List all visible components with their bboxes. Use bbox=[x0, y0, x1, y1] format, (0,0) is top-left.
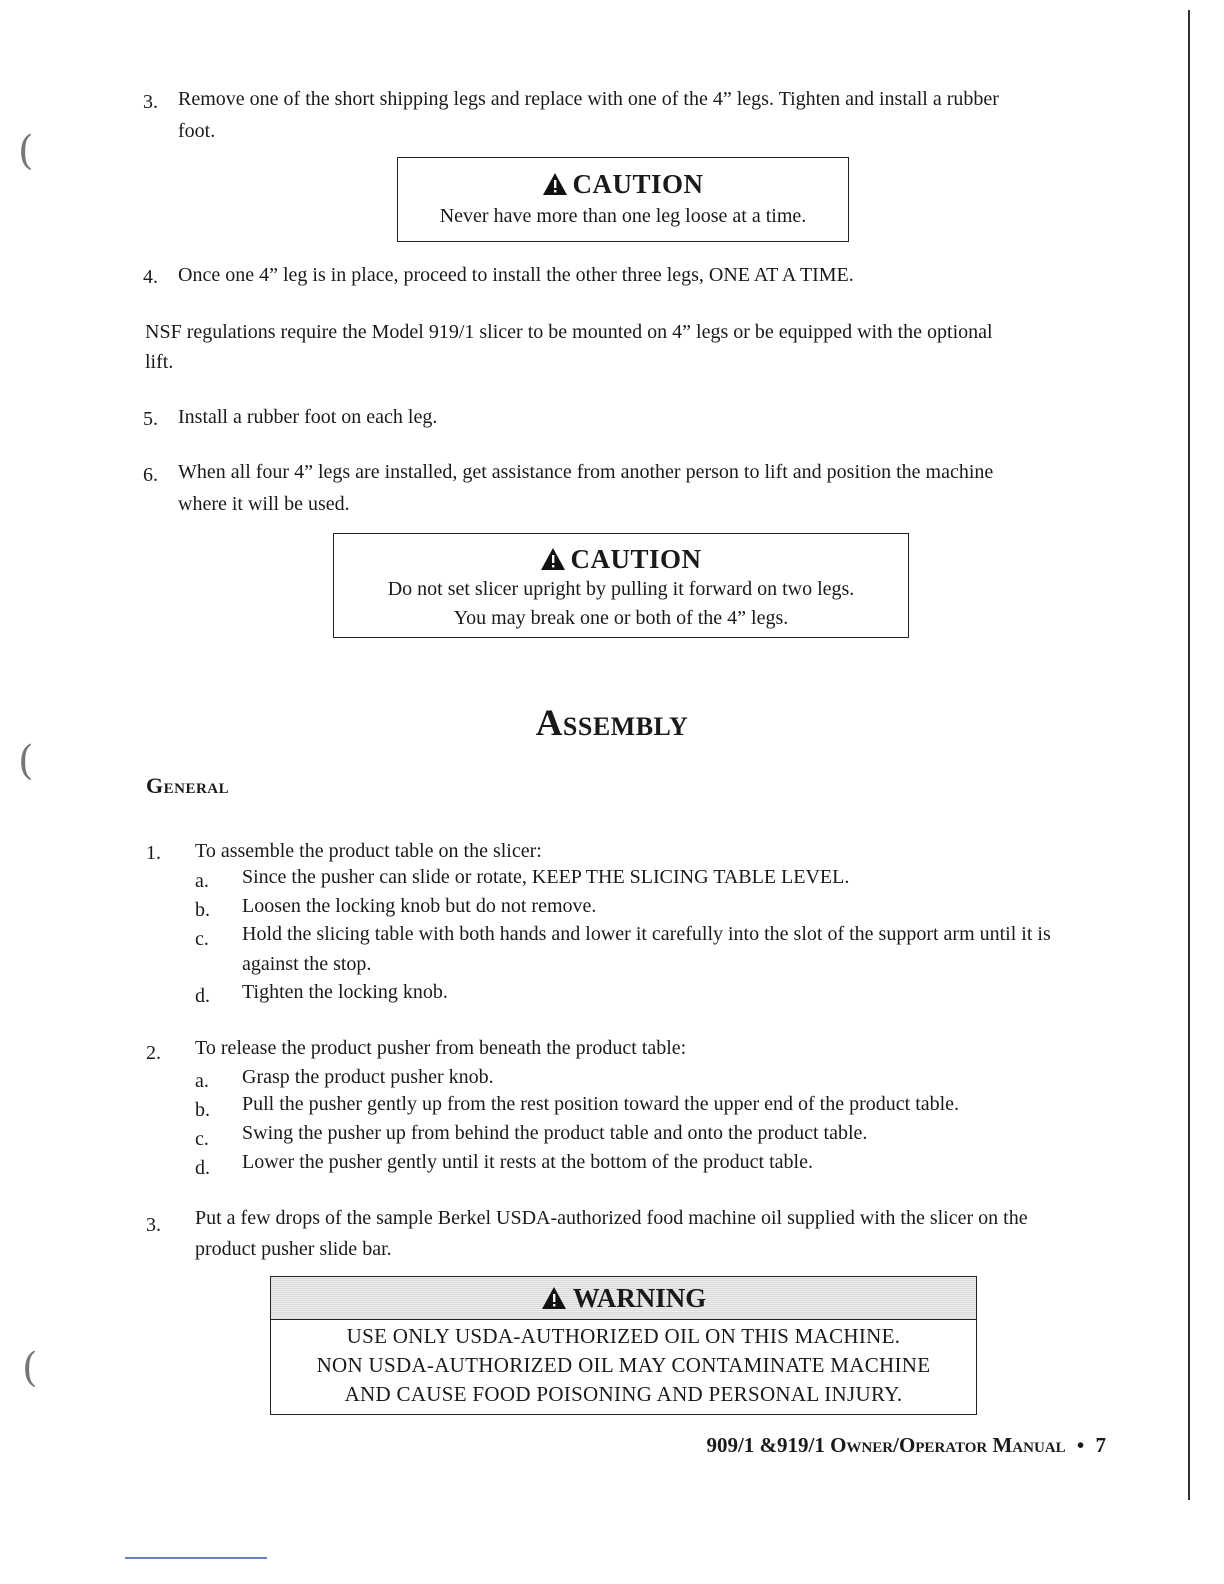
step-number: 4. bbox=[143, 266, 158, 288]
step-text: Install a rubber foot on each leg. bbox=[178, 406, 438, 428]
warning-triangle-icon bbox=[541, 1286, 567, 1310]
caution-text: Never have more than one leg loose at a time. bbox=[439, 205, 807, 227]
step-number: 3. bbox=[146, 1214, 161, 1236]
caution-box bbox=[397, 157, 849, 242]
subsection-title: General bbox=[146, 773, 230, 798]
substep-text: Swing the pusher up from behind the product table and onto the product table. bbox=[242, 1122, 868, 1144]
substep-letter: b. bbox=[195, 1099, 210, 1121]
substep-letter: d. bbox=[195, 1157, 210, 1179]
margin-mark: ( bbox=[18, 128, 34, 174]
caution-text: You may break one or both of the 4” legs. bbox=[453, 607, 789, 629]
warning-box bbox=[270, 1276, 977, 1415]
scan-artifact-line bbox=[125, 1557, 267, 1559]
step-number: 2. bbox=[146, 1042, 161, 1064]
step-number: 3. bbox=[143, 91, 158, 113]
substep-text: Pull the pusher gently up from the rest position toward the upper end of the product table. bbox=[242, 1093, 960, 1115]
substep-letter: c. bbox=[195, 928, 209, 950]
step-text: foot. bbox=[178, 120, 216, 142]
substep-text: Lower the pusher gently until it rests at the bottom of the product table. bbox=[242, 1151, 813, 1173]
warning-text: AND CAUSE FOOD POISONING AND PERSONAL INJURY. bbox=[344, 1382, 903, 1406]
nsf-note: NSF regulations require the Model 919/1 slicer to be mounted on 4” legs or be equipped with the optional bbox=[145, 321, 993, 343]
substep-text: against the stop. bbox=[242, 953, 372, 975]
substep-letter: d. bbox=[195, 985, 210, 1007]
caution-title-row bbox=[334, 543, 908, 575]
warning-text: USE ONLY USDA-AUTHORIZED OIL ON THIS MACHINE. bbox=[346, 1324, 901, 1348]
step-text: To assemble the product table on the slicer: bbox=[195, 840, 542, 862]
step-text: Remove one of the short shipping legs and replace with one of the 4” legs. Tighten and install a rubber bbox=[178, 88, 999, 110]
footer-separator: • bbox=[1076, 1433, 1085, 1457]
step-text: Once one 4” leg is in place, proceed to install the other three legs, ONE AT A TIME. bbox=[178, 264, 854, 286]
page-footer bbox=[706, 1433, 1106, 1458]
caution-title: CAUTION bbox=[572, 169, 704, 199]
step-text: When all four 4” legs are installed, get assistance from another person to lift and position the machine bbox=[178, 461, 994, 483]
step-number: 5. bbox=[143, 408, 158, 430]
substep-text: Loosen the locking knob but do not remove. bbox=[242, 895, 597, 917]
footer-title: 909/1 &919/1 Owner/Operator Manual bbox=[706, 1433, 1066, 1457]
step-number: 1. bbox=[146, 842, 161, 864]
step-text: To release the product pusher from beneath the product table: bbox=[195, 1037, 687, 1059]
step-text: product pusher slide bar. bbox=[195, 1238, 392, 1260]
caution-text: Do not set slicer upright by pulling it forward on two legs. bbox=[387, 578, 855, 600]
substep-letter: b. bbox=[195, 899, 210, 921]
substep-letter: c. bbox=[195, 1128, 209, 1150]
substep-text: Tighten the locking knob. bbox=[242, 981, 448, 1003]
step-text: where it will be used. bbox=[178, 493, 350, 515]
nsf-note: lift. bbox=[145, 351, 174, 373]
substep-letter: a. bbox=[195, 1070, 209, 1092]
substep-letter: a. bbox=[195, 870, 209, 892]
warning-triangle-icon bbox=[542, 172, 568, 196]
margin-mark: ( bbox=[22, 1345, 38, 1391]
substep-text: Grasp the product pusher knob. bbox=[242, 1066, 494, 1088]
substep-text: Since the pusher can slide or rotate, KEEP THE SLICING TABLE LEVEL. bbox=[242, 866, 850, 888]
caution-box bbox=[333, 533, 909, 638]
substep-text: Hold the slicing table with both hands and lower it carefully into the slot of the support arm until it is bbox=[242, 923, 1051, 945]
caution-title: CAUTION bbox=[570, 544, 702, 574]
warning-header bbox=[271, 1277, 976, 1320]
warning-title: WARNING bbox=[572, 1282, 707, 1313]
margin-mark: ( bbox=[18, 738, 34, 784]
step-text: Put a few drops of the sample Berkel USDA-authorized food machine oil supplied with the slicer on the bbox=[195, 1207, 1028, 1229]
page-edge-rule bbox=[1188, 10, 1190, 1500]
warning-text: NON USDA-AUTHORIZED OIL MAY CONTAMINATE MACHINE bbox=[316, 1353, 931, 1377]
step-number: 6. bbox=[143, 464, 158, 486]
warning-triangle-icon bbox=[540, 547, 566, 571]
section-title: Assembly bbox=[535, 703, 689, 744]
caution-title-row bbox=[398, 168, 848, 200]
page-number: 7 bbox=[1095, 1433, 1106, 1457]
